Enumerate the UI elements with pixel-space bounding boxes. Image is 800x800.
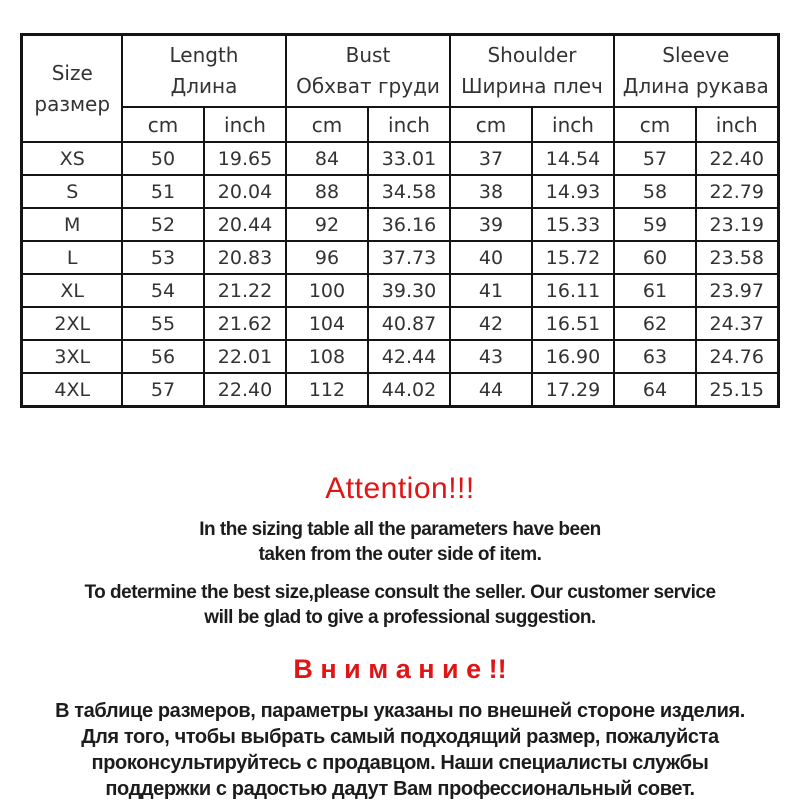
value-cell: 40 (450, 241, 532, 274)
value-cell: 39.30 (368, 274, 450, 307)
group-header-sleeve (614, 35, 778, 108)
value-cell: 112 (286, 373, 368, 407)
size-cell: 3XL (22, 340, 122, 373)
value-cell: 54 (122, 274, 204, 307)
value-cell: 16.51 (532, 307, 614, 340)
note-en-line-2: taken from the outer side of item. (258, 544, 542, 565)
value-cell: 62 (614, 307, 696, 340)
group-header-length-en: Length (169, 43, 239, 67)
value-cell: 25.15 (696, 373, 778, 407)
value-cell: 100 (286, 274, 368, 307)
value-cell: 50 (122, 142, 204, 175)
group-header-length-ru: Длина (170, 74, 238, 98)
size-header-ru: размер (34, 91, 111, 116)
table-row-xs (22, 142, 778, 175)
unit-cell-cm: cm (614, 107, 696, 142)
value-cell: 44 (450, 373, 532, 407)
group-header-bust (286, 35, 450, 108)
unit-cell-cm: cm (122, 107, 204, 142)
value-cell: 24.37 (696, 307, 778, 340)
table-row-xl (22, 274, 778, 307)
value-cell: 42.44 (368, 340, 450, 373)
note-en-paragraph-2 (0, 580, 800, 630)
value-cell: 19.65 (204, 142, 286, 175)
value-cell: 20.83 (204, 241, 286, 274)
size-cell: XL (22, 274, 122, 307)
table-row-m (22, 208, 778, 241)
size-header-en: Size (51, 60, 93, 85)
value-cell: 23.97 (696, 274, 778, 307)
value-cell: 84 (286, 142, 368, 175)
value-cell: 52 (122, 208, 204, 241)
note-ru-line-4: поддержки с радостью дадут Вам профессиональный совет. (105, 778, 695, 800)
value-cell: 61 (614, 274, 696, 307)
unit-cell-cm: cm (450, 107, 532, 142)
group-header-shoulder-en: Shoulder (487, 43, 577, 67)
value-cell: 33.01 (368, 142, 450, 175)
value-cell: 57 (122, 373, 204, 407)
attention-heading-en: Attention!!! (325, 472, 475, 505)
value-cell: 43 (450, 340, 532, 373)
value-cell: 22.40 (204, 373, 286, 407)
size-chart-page (0, 33, 800, 800)
size-cell: XS (22, 142, 122, 175)
value-cell: 96 (286, 241, 368, 274)
note-ru-paragraph (0, 698, 800, 800)
group-header-sleeve-en: Sleeve (662, 43, 730, 67)
table-row-2xl (22, 307, 778, 340)
size-table (20, 33, 779, 408)
value-cell: 59 (614, 208, 696, 241)
note-en-line-4: will be glad to give a professional suggestion. (204, 607, 596, 628)
value-cell: 104 (286, 307, 368, 340)
value-cell: 36.16 (368, 208, 450, 241)
size-cell: 4XL (22, 373, 122, 407)
note-en-paragraph-1 (0, 517, 800, 567)
size-cell: S (22, 175, 122, 208)
value-cell: 24.76 (696, 340, 778, 373)
value-cell: 42 (450, 307, 532, 340)
value-cell: 23.19 (696, 208, 778, 241)
group-header-sleeve-ru: Длина рукава (622, 74, 769, 98)
value-cell: 63 (614, 340, 696, 373)
note-ru-line-1: В таблице размеров, параметры указаны по внешней стороне изделия. (55, 700, 745, 722)
value-cell: 15.33 (532, 208, 614, 241)
note-ru-line-2: Для того, чтобы выбрать самый подходящий размер, пожалуйста (81, 726, 719, 748)
value-cell: 44.02 (368, 373, 450, 407)
group-header-bust-en: Bust (345, 43, 391, 67)
table-unit-row (22, 107, 778, 142)
table-row-s (22, 175, 778, 208)
size-header-cell (22, 35, 122, 143)
value-cell: 92 (286, 208, 368, 241)
table-row-3xl (22, 340, 778, 373)
value-cell: 108 (286, 340, 368, 373)
unit-cell-cm: cm (286, 107, 368, 142)
unit-cell-inch: inch (368, 107, 450, 142)
size-cell: 2XL (22, 307, 122, 340)
value-cell: 15.72 (532, 241, 614, 274)
value-cell: 56 (122, 340, 204, 373)
value-cell: 38 (450, 175, 532, 208)
value-cell: 20.04 (204, 175, 286, 208)
value-cell: 21.62 (204, 307, 286, 340)
group-header-shoulder-ru: Ширина плеч (461, 74, 603, 98)
value-cell: 57 (614, 142, 696, 175)
unit-cell-inch: inch (204, 107, 286, 142)
value-cell: 64 (614, 373, 696, 407)
value-cell: 53 (122, 241, 204, 274)
value-cell: 20.44 (204, 208, 286, 241)
group-header-shoulder (450, 35, 614, 108)
value-cell: 41 (450, 274, 532, 307)
notes-section (0, 472, 800, 800)
value-cell: 39 (450, 208, 532, 241)
value-cell: 60 (614, 241, 696, 274)
size-cell: L (22, 241, 122, 274)
value-cell: 17.29 (532, 373, 614, 407)
value-cell: 58 (614, 175, 696, 208)
value-cell: 22.01 (204, 340, 286, 373)
value-cell: 23.58 (696, 241, 778, 274)
value-cell: 21.22 (204, 274, 286, 307)
unit-cell-inch: inch (532, 107, 614, 142)
value-cell: 22.79 (696, 175, 778, 208)
unit-cell-inch: inch (696, 107, 778, 142)
value-cell: 55 (122, 307, 204, 340)
value-cell: 22.40 (696, 142, 778, 175)
group-header-bust-ru: Обхват груди (296, 74, 440, 98)
table-row-l (22, 241, 778, 274)
note-ru-line-3: проконсультируйтесь с продавцом. Наши специалисты службы (91, 752, 709, 774)
group-header-length (122, 35, 286, 108)
table-row-4xl (22, 373, 778, 407)
value-cell: 37.73 (368, 241, 450, 274)
attention-heading-ru: В н и м а н и е !! (293, 654, 507, 684)
size-cell: M (22, 208, 122, 241)
value-cell: 34.58 (368, 175, 450, 208)
value-cell: 51 (122, 175, 204, 208)
value-cell: 14.54 (532, 142, 614, 175)
value-cell: 16.11 (532, 274, 614, 307)
value-cell: 40.87 (368, 307, 450, 340)
value-cell: 14.93 (532, 175, 614, 208)
table-header-group-row (22, 35, 778, 108)
value-cell: 16.90 (532, 340, 614, 373)
value-cell: 37 (450, 142, 532, 175)
note-en-line-1: In the sizing table all the parameters have been (199, 519, 601, 540)
note-en-line-3: To determine the best size,please consult the seller. Our customer service (84, 582, 716, 603)
value-cell: 88 (286, 175, 368, 208)
